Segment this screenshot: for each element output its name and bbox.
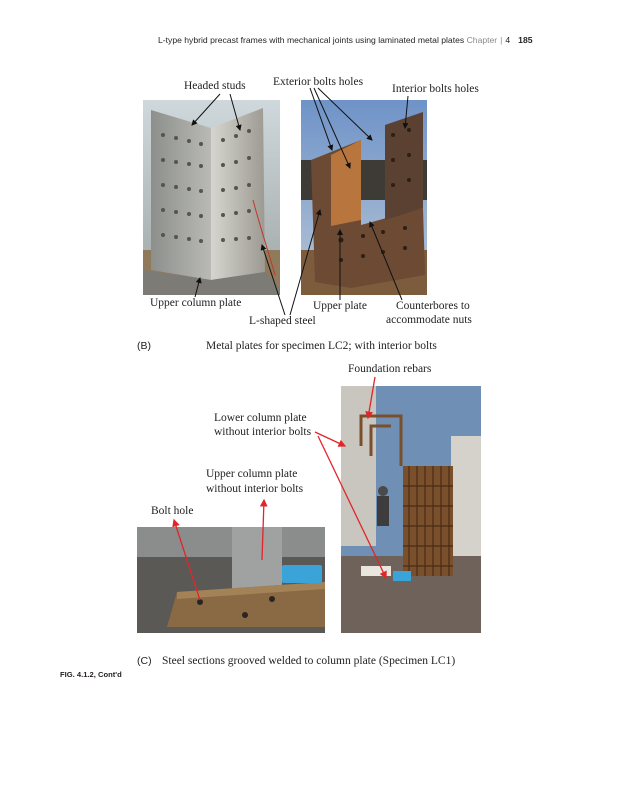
photo-b2-drawing bbox=[301, 100, 427, 295]
photo-upper-plate bbox=[301, 100, 427, 295]
photo-c1-drawing bbox=[137, 527, 325, 633]
chapter-label: Chapter bbox=[466, 35, 498, 45]
label-exterior-bolts-holes: Exterior bolts holes bbox=[273, 76, 364, 88]
label-upper-column-plate: Upper column plate bbox=[150, 297, 242, 309]
label-counterbores-line2: accommodate nuts bbox=[386, 314, 472, 326]
label-upper-column-line2: without interior bolts bbox=[206, 483, 304, 495]
photo-foundation-rebars bbox=[341, 386, 481, 633]
label-interior-bolts-holes: Interior bolts holes bbox=[392, 83, 479, 95]
label-headed-studs: Headed studs bbox=[184, 80, 246, 92]
header-title: L-type hybrid precast frames with mechanical joints using laminated metal plates bbox=[158, 35, 465, 45]
label-lower-column-line2: without interior bolts bbox=[214, 426, 312, 438]
panel-c-tag: (C) bbox=[137, 655, 152, 667]
panel-c-caption: Steel sections grooved welded to column plate (Specimen LC1) bbox=[162, 655, 456, 667]
panel-b-caption: Metal plates for specimen LC2; with interior bolts bbox=[206, 340, 437, 352]
label-l-shaped-steel: L-shaped steel bbox=[249, 315, 316, 327]
label-counterbores-line1: Counterbores to bbox=[396, 300, 470, 312]
header-divider: | bbox=[500, 35, 503, 45]
label-bolt-hole: Bolt hole bbox=[151, 505, 194, 517]
page-number: 185 bbox=[518, 35, 533, 45]
photo-c2-drawing bbox=[341, 386, 481, 633]
chapter-number: 4 bbox=[505, 35, 511, 45]
label-upper-column-line1: Upper column plate bbox=[206, 468, 298, 480]
label-upper-plate: Upper plate bbox=[313, 300, 367, 312]
label-lower-column-line1: Lower column plate bbox=[214, 412, 307, 424]
photo-column-plate-bolt-hole bbox=[137, 527, 325, 633]
figure-label: FIG. 4.1.2, Cont'd bbox=[60, 670, 122, 679]
panel-b-tag: (B) bbox=[137, 340, 151, 352]
running-header bbox=[158, 35, 533, 45]
photo-b1-drawing bbox=[143, 100, 280, 295]
photo-l-shaped-steel-with-studs bbox=[143, 100, 280, 295]
label-foundation-rebars: Foundation rebars bbox=[348, 363, 432, 375]
